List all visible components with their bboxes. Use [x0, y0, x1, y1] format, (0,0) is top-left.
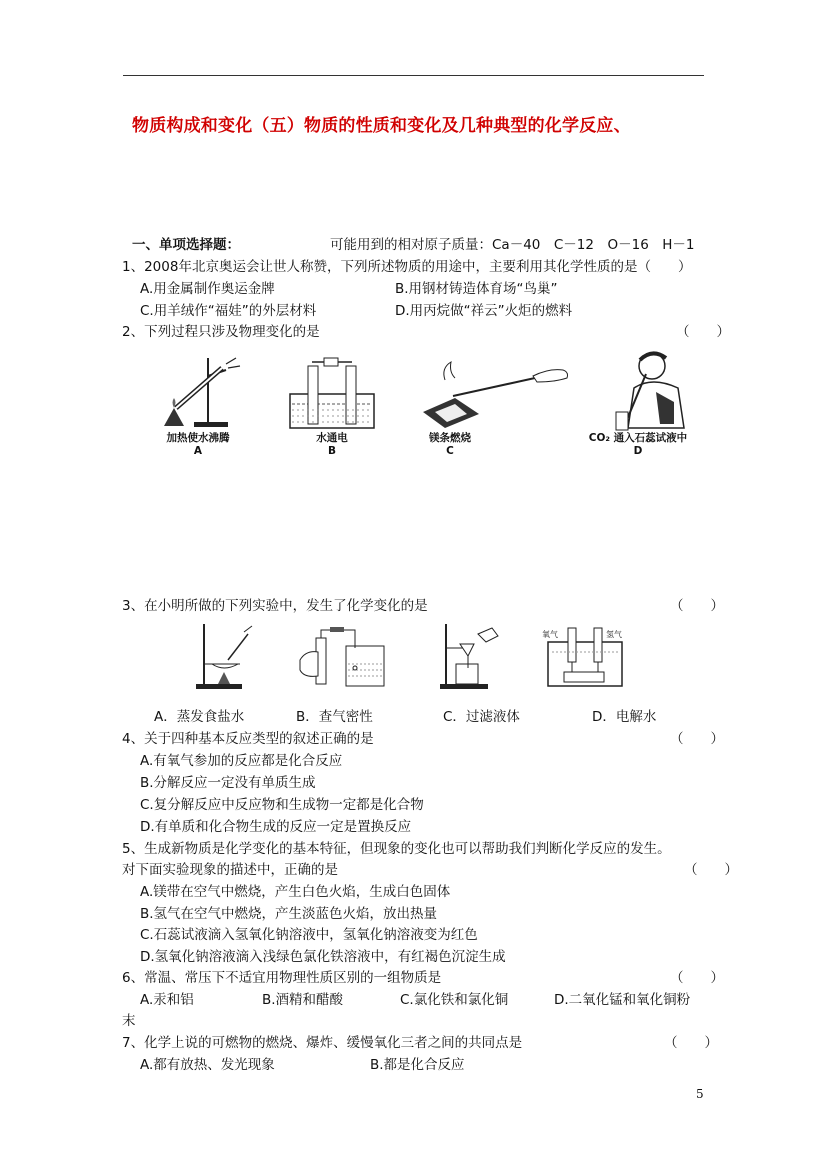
q2-figure-d [600, 348, 696, 432]
section-heading: 一、单项选择题： [132, 237, 240, 253]
q6-answer-paren: （ ） [670, 970, 724, 986]
q6-option-d: D.二氧化锰和氧化铜粉 [554, 992, 691, 1008]
q4-answer-paren: （ ） [670, 731, 724, 747]
q4-option-b: B.分解反应一定没有单质生成 [140, 775, 316, 791]
q2-figure-c [415, 350, 575, 432]
q5-option-b: B.氢气在空气中燃烧，产生淡蓝色火焰，放出热量 [140, 906, 438, 922]
atomic-mass-note: 可能用到的相对原子质量：Ca－40 C－12 O－16 H－1 [330, 237, 695, 253]
q7-option-b: B.都是化合反应 [370, 1057, 465, 1073]
q5-option-a: A.镁带在空气中燃烧，产生白色火焰，生成白色固体 [140, 884, 451, 900]
q4-option-c: C.复分解反应中反应物和生成物一定都是化合物 [140, 797, 424, 813]
q3-stem: 3、在小明所做的下列实验中，发生了化学变化的是 [122, 598, 428, 614]
q1-option-c: C.用羊绒作“福娃”的外层材料 [140, 303, 317, 319]
q7-stem: 7、化学上说的可燃物的燃烧、爆炸、缓慢氧化三者之间的共同点是 [122, 1035, 523, 1051]
q4-option-a: A.有氧气参加的反应都是化合反应 [140, 753, 343, 769]
header-rule [123, 75, 704, 76]
q5-stem-line1: 5、生成新物质是化学变化的基本特征，但现象的变化也可以帮助我们判断化学反应的发生。 [122, 841, 671, 857]
q2-figure-b [282, 350, 382, 432]
q1-stem: 1、2008年北京奥运会让世人称赞，下列所述物质的用途中，主要利用其化学性质的是（ ） [122, 259, 692, 275]
q4-option-d: D.有单质和化合物生成的反应一定是置换反应 [140, 819, 412, 835]
q1-option-d: D.用丙烷做“祥云”火炬的燃料 [395, 303, 573, 319]
q3-option-a: A．蒸发食盐水 [154, 709, 245, 725]
q6-option-b: B.酒精和醋酸 [262, 992, 344, 1008]
q6-option-a: A.汞和铝 [140, 992, 194, 1008]
q2-figure-a-caption: 加热使水沸腾 [166, 432, 230, 444]
q3-figure-c [438, 620, 502, 692]
q5-option-c: C.石蕊试液滴入氢氧化钠溶液中，氢氧化钠溶液变为红色 [140, 927, 478, 943]
q6-option-c: C.氯化铁和氯化铜 [400, 992, 509, 1008]
q2-figure-d-letter: D [633, 445, 643, 457]
q1-option-a: A.用金属制作奥运金牌 [140, 281, 275, 297]
q1-option-b: B.用钢材铸造体育场“鸟巢” [395, 281, 558, 297]
q5-option-d: D.氢氧化钠溶液滴入浅绿色氯化铁溶液中，有红褐色沉淀生成 [140, 949, 506, 965]
q6-option-d-continued: 末 [122, 1013, 136, 1029]
q2-figure-b-letter: B [327, 445, 336, 457]
q3-answer-paren: （ ） [670, 598, 724, 614]
page-number: 5 [696, 1087, 704, 1101]
q3-figure-a [192, 620, 256, 692]
q3-option-b: B．查气密性 [296, 709, 373, 725]
q2-figure-b-caption: 水通电 [316, 432, 348, 444]
q4-stem: 4、关于四种基本反应类型的叙述正确的是 [122, 731, 374, 747]
q5-stem-line2: 对下面实验现象的描述中，正确的是 [122, 862, 338, 878]
q7-answer-paren: （ ） [664, 1035, 718, 1051]
q2-figure-a [148, 350, 248, 432]
q3-figure-d-label-left: 氧气 [542, 630, 558, 639]
q3-option-c: C．过滤液体 [443, 709, 520, 725]
page-title: 物质构成和变化（五）物质的性质和变化及几种典型的化学反应、 [132, 116, 631, 136]
q7-option-a: A.都有放热、发光现象 [140, 1057, 275, 1073]
q6-stem: 6、常温、常压下不适宜用物理性质区别的一组物质是 [122, 970, 442, 986]
q3-figure-b [294, 620, 388, 692]
q2-figure-c-letter: C [446, 445, 454, 457]
q3-figure-d-label-right: 氢气 [606, 630, 622, 639]
q3-option-d: D．电解水 [592, 709, 657, 725]
q2-figure-a-letter: A [193, 445, 203, 457]
q2-figure-c-caption: 镁条燃烧 [429, 432, 471, 444]
q5-answer-paren: （ ） [684, 862, 738, 878]
q2-figure-d-caption: CO₂ 通入石蕊试液中 [588, 432, 688, 444]
q2-answer-paren: （ ） [676, 324, 730, 340]
q2-stem: 2、下列过程只涉及物理变化的是 [122, 324, 320, 340]
